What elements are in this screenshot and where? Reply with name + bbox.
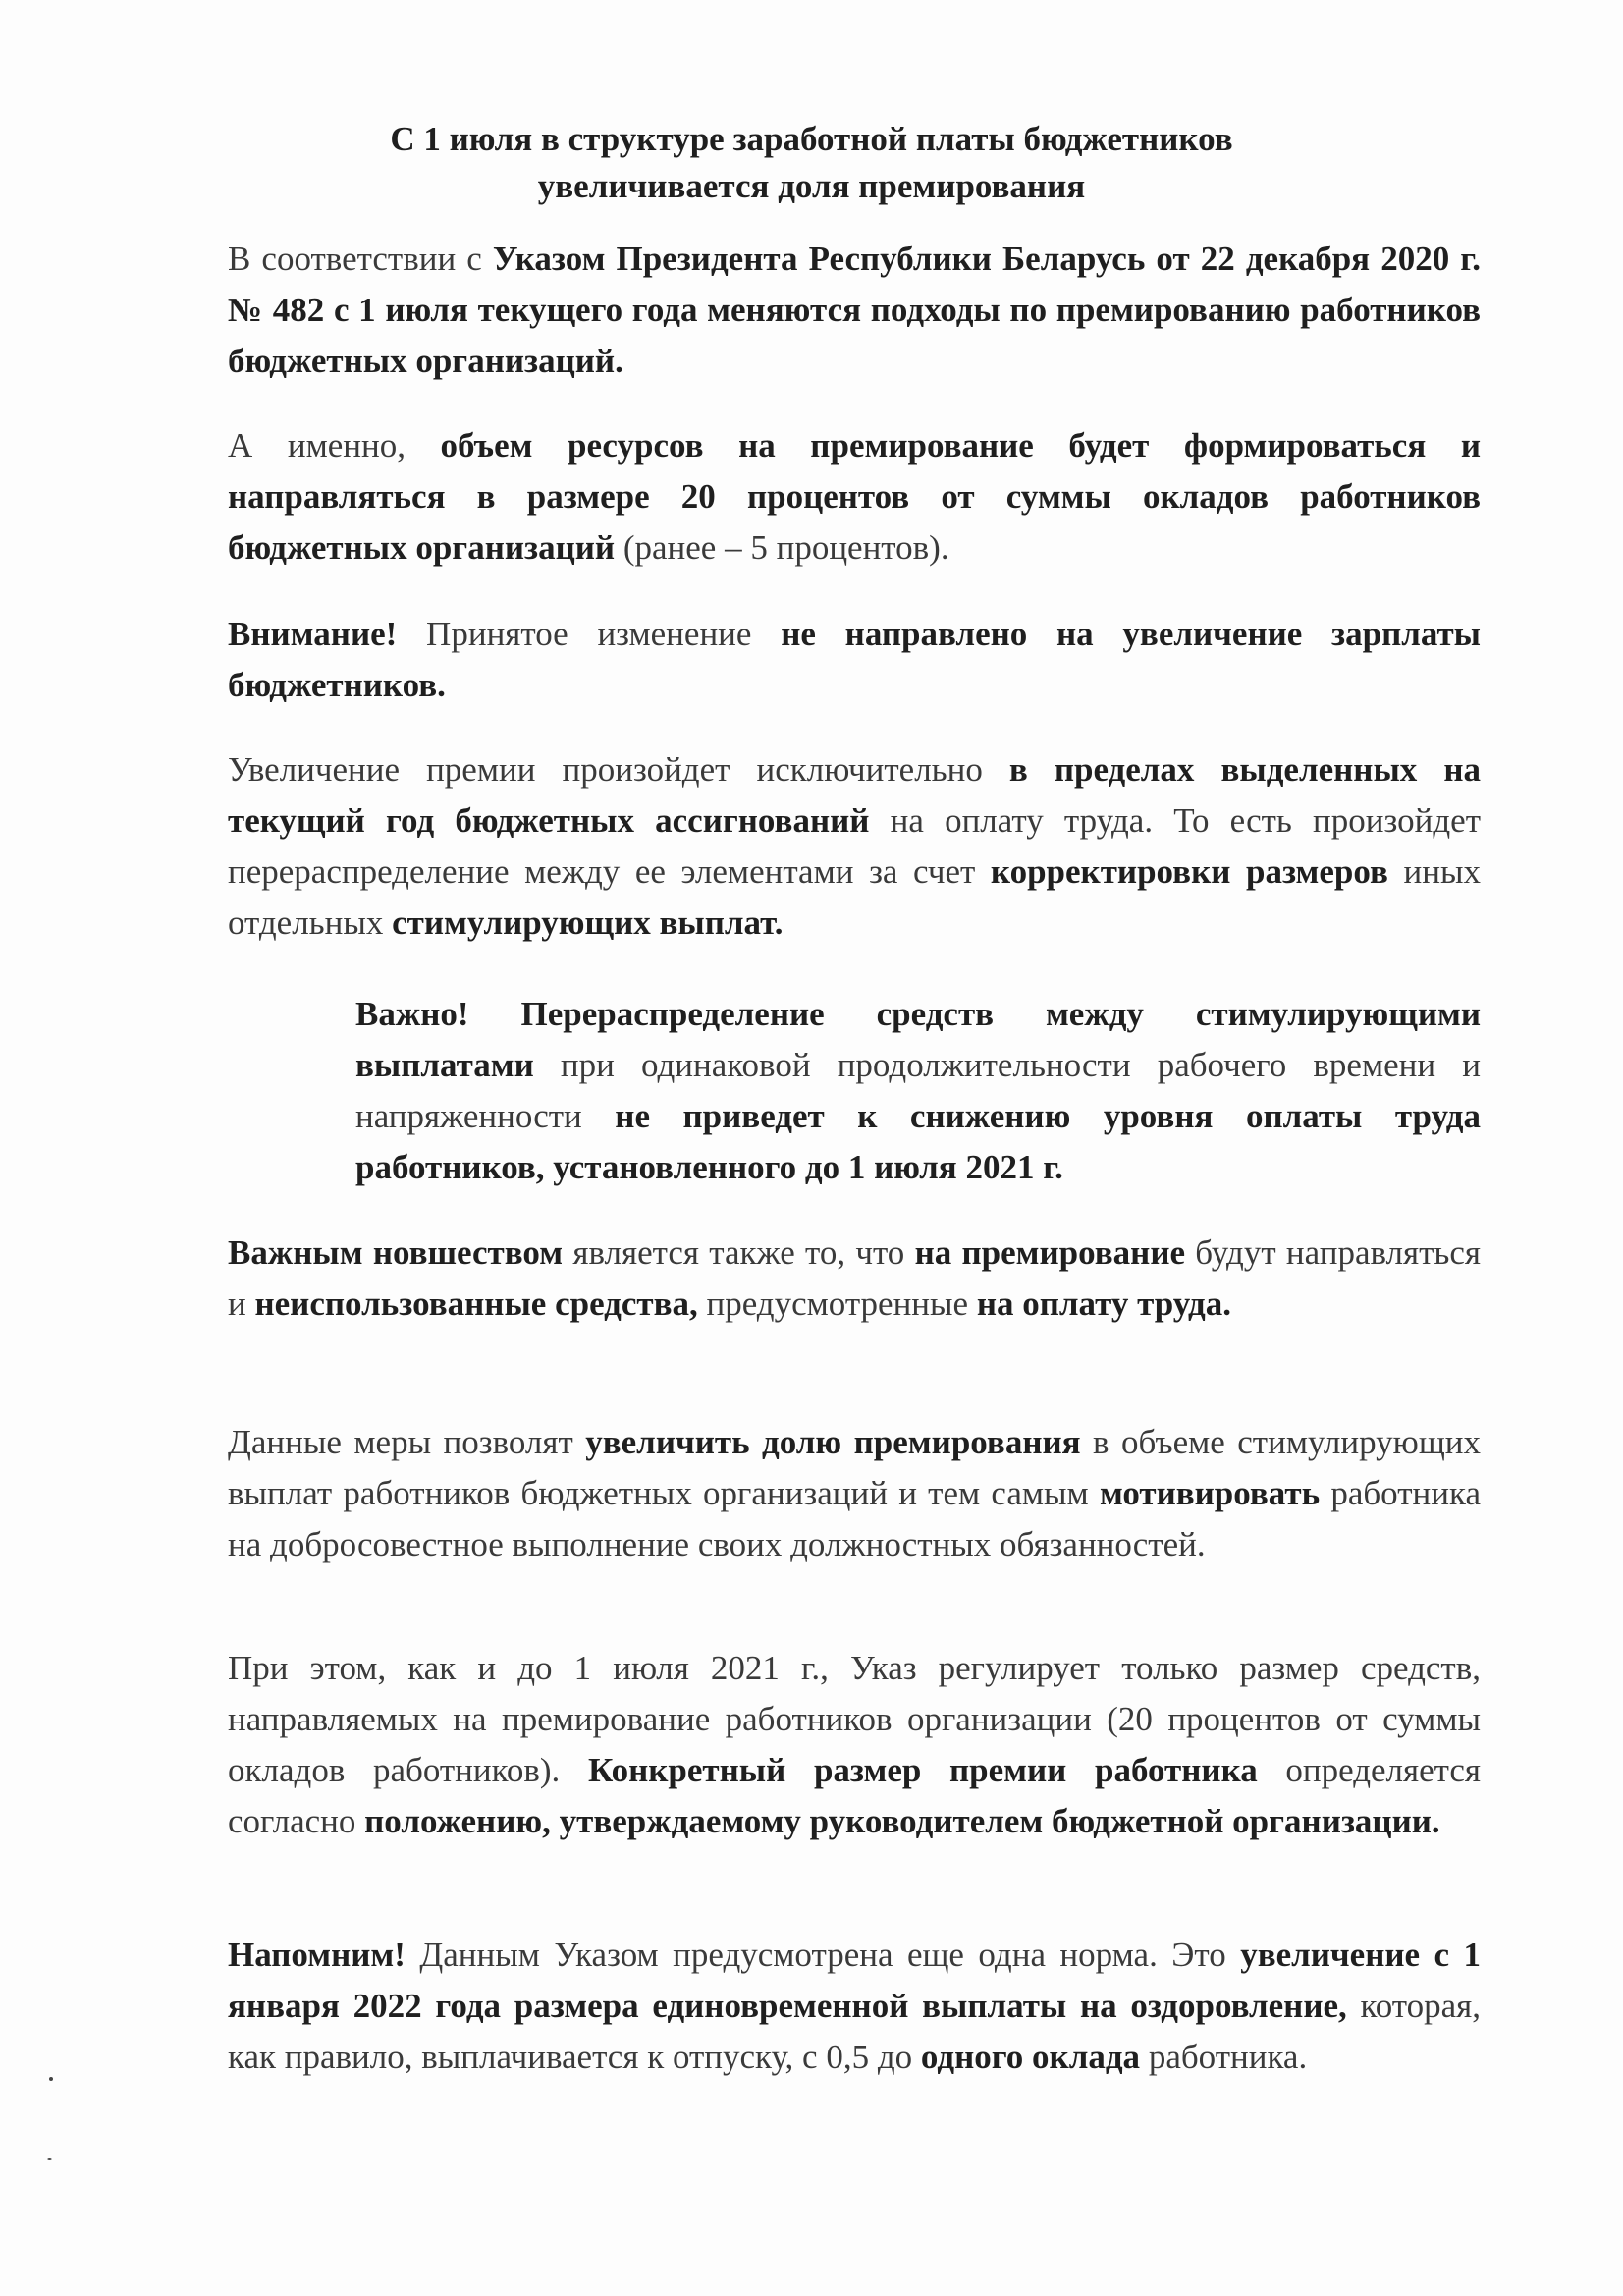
text-segment: будут направляться и xyxy=(228,1233,1482,1323)
paragraph-decree xyxy=(228,234,1481,387)
text-segment: Увеличение премии произойдет исключительно xyxy=(228,750,1009,789)
text-segment: на оплату труда. То есть произойдет перераспределение между ее элементами за счет xyxy=(228,801,1481,891)
text-segment: при одинаковой продолжительности рабочего времени и напряженности xyxy=(355,1046,1481,1135)
bold-text-segment: корректировки размеров xyxy=(990,852,1388,891)
text-segment: При этом, как и до 1 июля 2021 г., Указ регулирует только размер средств, направляемых на премирование работников организации (20 процентов от суммы окладов работников). xyxy=(228,1649,1481,1789)
bold-text-segment: одного оклада xyxy=(920,2038,1141,2076)
paragraph-measures xyxy=(228,1417,1481,1570)
bold-text-segment: Важно! Перераспределение средств между стимулирующими выплатами xyxy=(355,995,1481,1084)
bold-text-segment: Конкретный размер премии работника xyxy=(587,1751,1258,1789)
scan-speck xyxy=(49,2077,53,2081)
bold-text-segment: на премирование xyxy=(914,1233,1186,1272)
text-segment: А именно, xyxy=(228,426,441,465)
bold-text-segment: Указом Президента Республики Беларусь от 22 декабря 2020 г. № 482 с 1 июля текущего года меняются подходы по премированию работников бюджетных организаций. xyxy=(228,240,1481,380)
bold-text-segment: не приведет к снижению уровня оплаты труда работников, установленного до 1 июля 2021 г. xyxy=(355,1097,1481,1186)
bold-text-segment: Внимание! xyxy=(228,615,398,653)
text-segment: работника на добросовестное выполнение своих должностных обязанностей. xyxy=(228,1474,1481,1563)
paragraph-important xyxy=(355,989,1481,1193)
scan-speck xyxy=(47,2158,52,2160)
text-segment: Данные меры позволят xyxy=(228,1423,586,1461)
bold-text-segment: Важным новшеством xyxy=(228,1233,564,1272)
bold-text-segment: Напомним! xyxy=(228,1936,406,1974)
bold-text-segment: на оплату труда. xyxy=(976,1285,1232,1323)
bold-text-segment: стимулирующих выплат. xyxy=(392,903,784,942)
bold-text-segment: мотивировать xyxy=(1099,1474,1321,1512)
paragraph-reminder xyxy=(228,1930,1481,2083)
bold-text-segment: положению, утверждаемому руководителем бюджетной организации. xyxy=(364,1802,1440,1840)
paragraph-innovation xyxy=(228,1228,1481,1330)
bold-text-segment: объем ресурсов на премирование будет формироваться и направляться в размере 20 процентов от суммы окладов работников бюджетных организаций xyxy=(228,426,1482,567)
bold-text-segment: увеличить долю премирования xyxy=(585,1423,1081,1461)
bold-text-segment: увеличение с 1 января 2022 года размера единовременной выплаты на оздоровление, xyxy=(228,1936,1482,2025)
bold-text-segment: в пределах выделенных на текущий год бюджетных ассигнований xyxy=(228,750,1481,840)
paragraph-attention xyxy=(228,609,1481,711)
paragraph-bonus-increase xyxy=(228,744,1481,949)
document-title xyxy=(196,116,1427,210)
title-line-1: С 1 июля в структуре заработной платы бюджетников xyxy=(390,120,1233,158)
text-segment: работника. xyxy=(1140,2038,1308,2076)
text-segment: Данным Указом предусмотрена еще одна норма. Это xyxy=(405,1936,1241,1974)
paragraph-regulation xyxy=(228,1643,1481,1847)
text-segment: определяется согласно xyxy=(228,1751,1481,1840)
text-segment: (ранее – 5 процентов). xyxy=(615,528,949,567)
title-line-2: увеличивается доля премирования xyxy=(537,167,1086,205)
text-segment: иных отдельных xyxy=(228,852,1481,942)
text-segment: предусмотренные xyxy=(697,1285,977,1323)
bold-text-segment: неиспользованные средства, xyxy=(254,1285,698,1323)
text-segment: В соответствии с xyxy=(228,240,493,278)
bold-text-segment: не направлено на увеличение зарплаты бюджетников. xyxy=(228,615,1481,704)
text-segment: в объеме стимулирующих выплат работников бюджетных организаций и тем самым xyxy=(228,1423,1481,1512)
text-segment: Принятое изменение xyxy=(397,615,782,653)
text-segment: которая, как правило, выплачивается к отпуску, с 0,5 до xyxy=(228,1987,1481,2076)
text-segment: является также то, что xyxy=(563,1233,915,1272)
paragraph-bonus-volume xyxy=(228,420,1481,574)
